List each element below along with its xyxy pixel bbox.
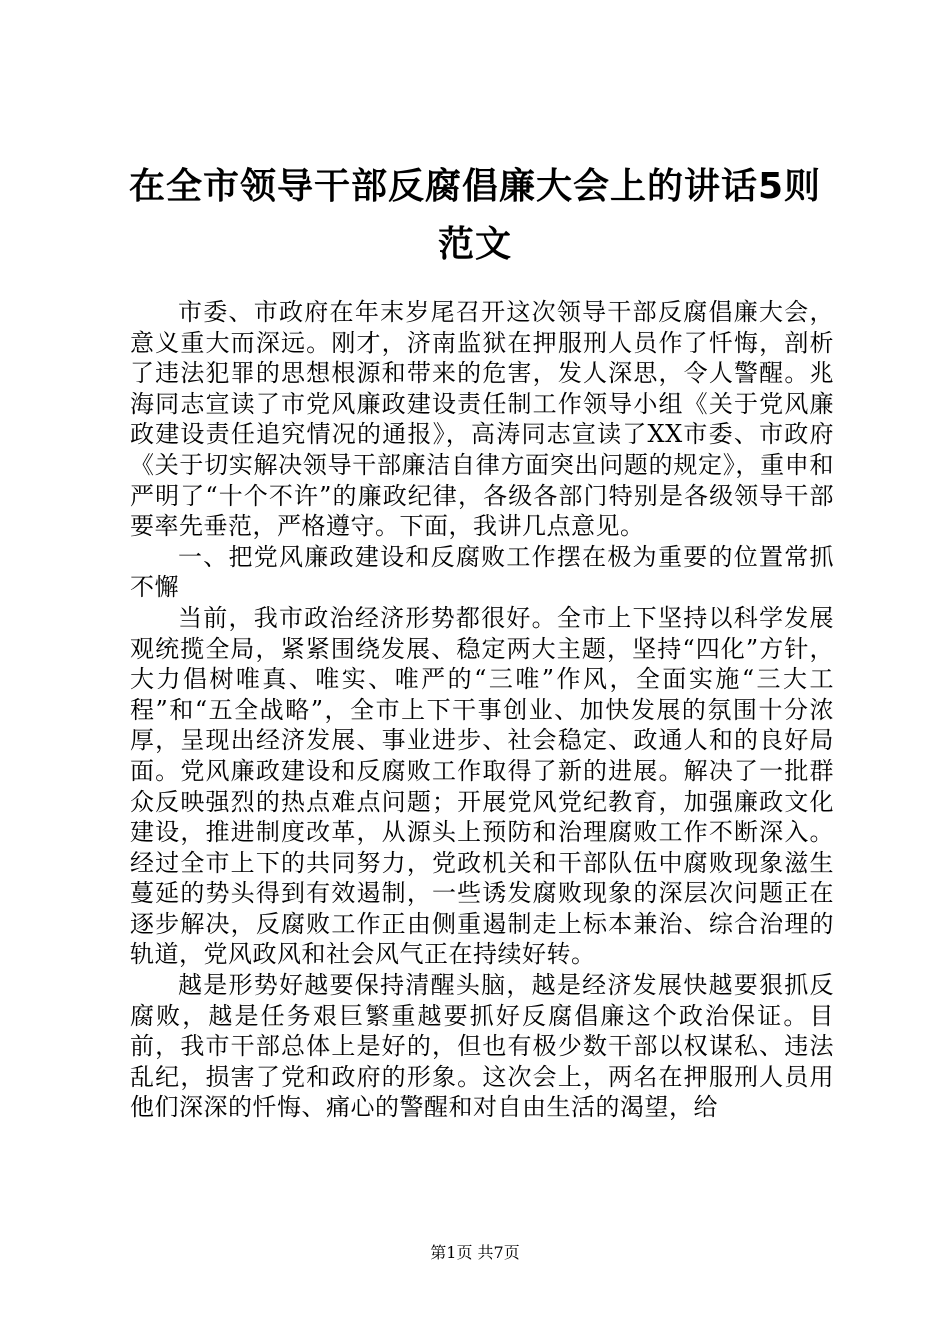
document-title: 在全市领导干部反腐倡廉大会上的讲话5则范文 bbox=[128, 166, 822, 265]
paragraph-situation: 当前，我市政治经济形势都很好。全市上下坚持以科学发展观统揽全局，紧紧围绕发展、稳定两大主题，坚持“四化”方针，大力倡树唯真、唯实、唯严的“三唯”作风，全面实施“三大工程”和“五全战略”，全市上下干事创业、加快发展的氛围十分浓厚，呈现出经济发展、事业进步、社会稳定、政通人和的良好局面。党风廉政建设和反腐败工作取得了新的进展。解决了一批群众反映强烈的热点难点问题；开展党风党纪教育，加强廉政文化建设，推进制度改革，从源头上预防和治理腐败工作不断深入。经过全市上下的共同努力，党政机关和干部队伍中腐败现象滋生蔓延的势头得到有效遏制，一些诱发腐败现象的深层次问题正在逐步解决，反腐败工作正由侧重遏制走上标本兼治、综合治理的轨道，党风政风和社会风气正在持续好转。 bbox=[130, 603, 834, 969]
section-heading-1: 一、把党风廉政建设和反腐败工作摆在极为重要的位置常抓不懈 bbox=[130, 542, 834, 602]
document-body bbox=[130, 297, 834, 1123]
page-number-footer: 第1页 共7页 bbox=[430, 1243, 520, 1262]
paragraph-intro: 市委、市政府在年末岁尾召开这次领导干部反腐倡廉大会，意义重大而深远。刚才，济南监狱在押服刑人员作了忏悔，剖析了违法犯罪的思想根源和带来的危害，发人深思，令人警醒。兆海同志宣读了市党风廉政建设责任制工作领导小组《关于党风廉政建设责任追究情况的通报》，高涛同志宣读了XX市委、市政府《关于切实解决领导干部廉洁自律方面突出问题的规定》，重申和严明了“十个不许”的廉政纪律，各级各部门特别是各级领导干部要率先垂范，严格遵守。下面，我讲几点意见。 bbox=[130, 298, 834, 541]
paragraph-warning: 越是形势好越要保持清醒头脑，越是经济发展快越要狠抓反腐败，越是任务艰巨繁重越要抓好反腐倡廉这个政治保证。目前，我市干部总体上是好的，但也有极少数干部以权谋私、违法乱纪，损害了党和政府的形象。这次会上，两名在押服刑人员用他们深深的忏悔、痛心的警醒和对自由生活的渴望，给 bbox=[130, 971, 834, 1122]
